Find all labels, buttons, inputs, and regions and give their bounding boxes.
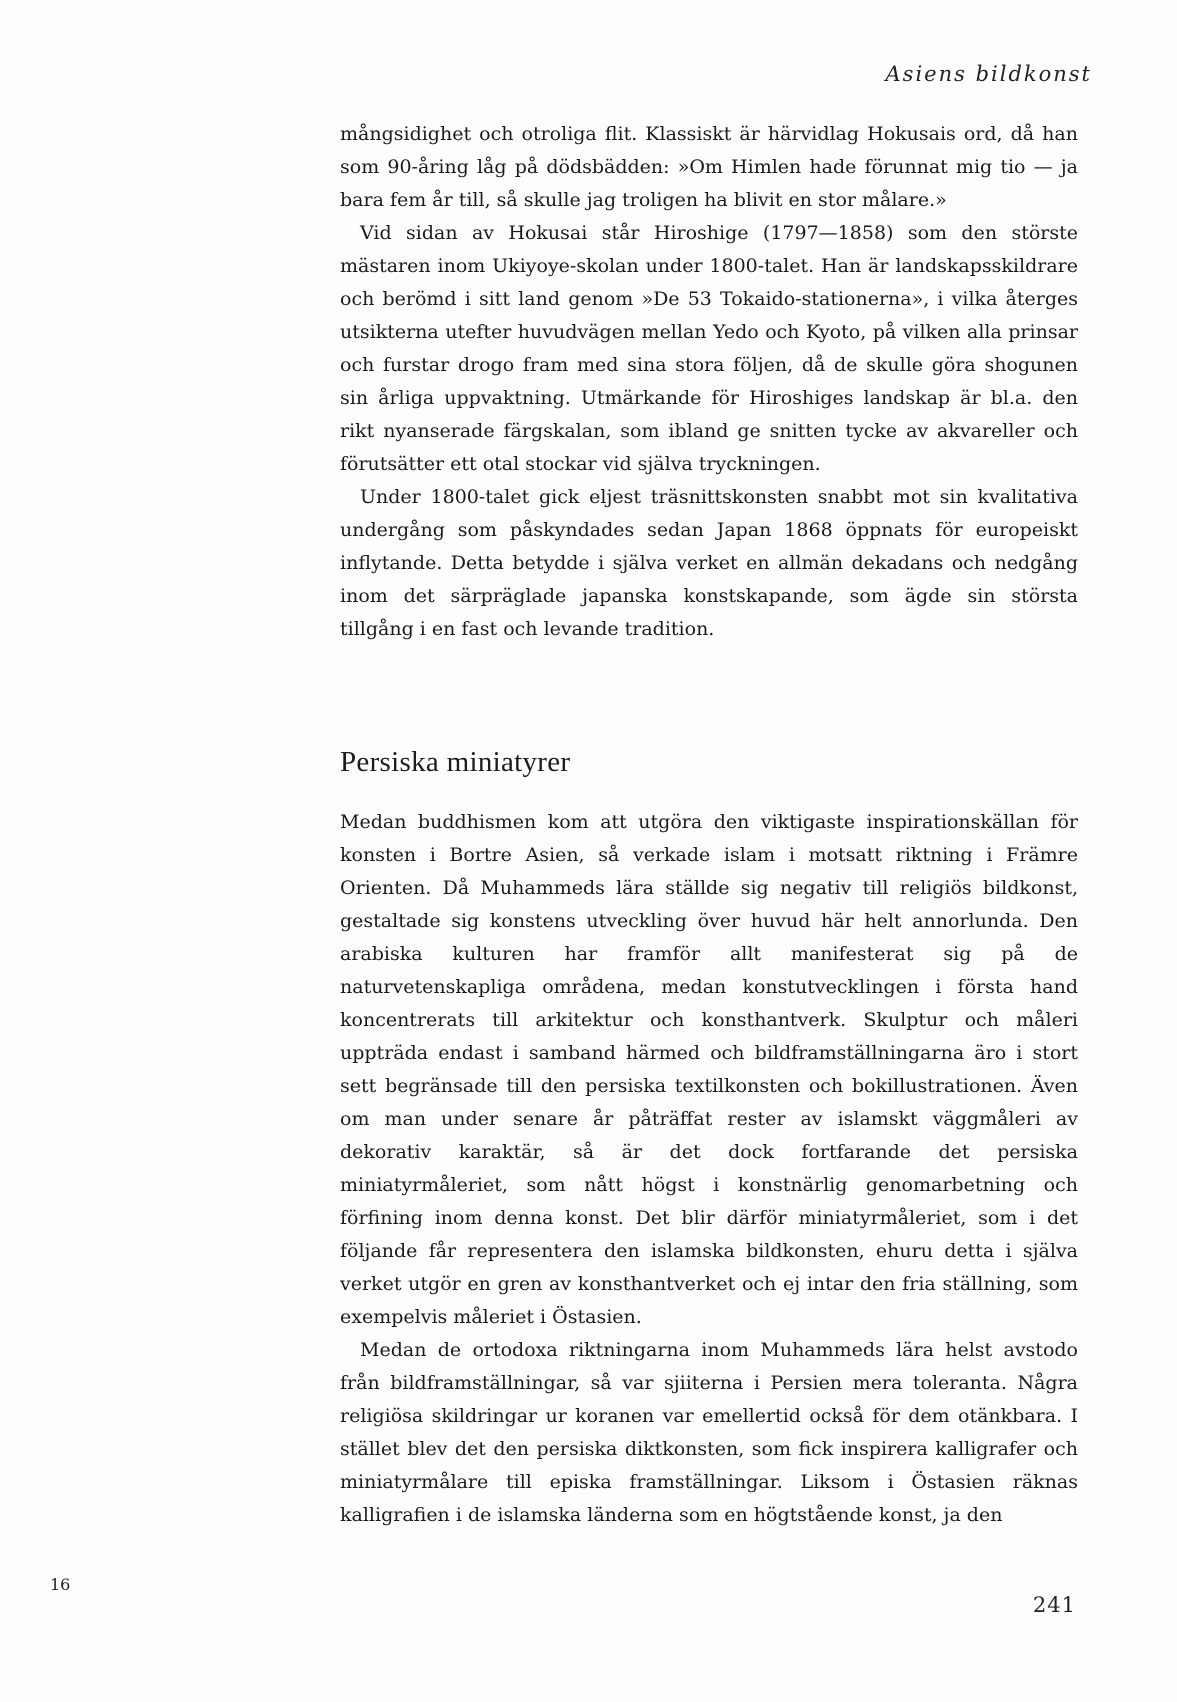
paragraph: mångsidighet och otroliga flit. Klassiskt är härvidlag Hokusais ord, då han som 90-åring låg på dödsbädden: »Om Himlen hade förunnat mig tio — ja bara fem år till, så skulle jag troligen ha blivit en stor målare.» [340,123,1078,211]
section-heading: Persiska miniatyrer [340,746,571,778]
paragraph: Vid sidan av Hokusai står Hiroshige (1797—1858) som den störste mästaren inom Ukiyoye-skolan under 1800-talet. Han är landskapsskildrare och berömd i sitt land genom »De 53 Tokaido-stationerna», i vilka återges utsikterna utefter huvudvägen mellan Yedo och Kyoto, på vilken alla prinsar och furstar drogo fram med sina stora följen, då de skulle göra shogunen sin årliga uppvaktning. Utmärkande för Hiroshiges landskap är bl.a. den rikt nyanserade färgskalan, som ibland ge snitten tycke av akvareller och förutsätter ett otal stockar vid själva tryckningen. [340,222,1078,475]
paragraph: Medan de ortodoxa riktningarna inom Muhammeds lära helst avstodo från bildframställningar, så var sjiiterna i Persien mera toleranta. Några religiösa skildringar ur koranen var emellertid också för dem otänkbara. I stället blev det den persiska diktkonsten, som fick inspirera kalligrafer och miniatyrmålare till episka framställningar. Liksom i Östasien räknas kalligrafien i de islamska länderna som en högtstående konst, ja den [340,1339,1078,1526]
page-number: 241 [1032,1593,1076,1617]
text-block-hiroshige [340,118,1078,646]
text-block-persian-miniatures [340,806,1078,1532]
paragraph: Under 1800-talet gick eljest träsnittskonsten snabbt mot sin kvalitativa undergång som påskyndades sedan Japan 1868 öppnats för europeiskt inflytande. Detta betydde i själva verket en allmän dekadans och nedgång inom det särpräglade japanska konstskapande, som ägde sin största tillgång i en fast och levande tradition. [340,486,1078,640]
running-head: Asiens bildkonst [885,62,1092,86]
paragraph: Medan buddhismen kom att utgöra den viktigaste inspirationskällan för konsten i Bortre Asien, så verkade islam i motsatt riktning i Främre Orienten. Då Muhammeds lära ställde sig negativ till religiös bildkonst, gestaltade sig konstens utveckling över huvud här helt annorlunda. Den arabiska kulturen har framför allt manifesterat sig på de naturvetenskapliga områdena, medan konstutvecklingen i första hand koncentrerats till arkitektur och konsthantverk. Skulptur och måleri uppträda endast i samband härmed och bildframställningarna äro i stort sett begränsade till den persiska textilkonsten och bokillustrationen. Även om man under senare år påträffat rester av islamskt väggmåleri av dekorativ karaktär, så är det dock fortfarande det persiska miniatyrmåleriet, som nått högst i konstnärlig genomarbetning och förfining inom denna konst. Det blir därför miniatyrmåleriet, som i det följande får representera den islamska bildkonsten, ehuru detta i själva verket utgör en gren av konsthantverket och ej intar den fria ställning, som exempelvis måleriet i Östasien. [340,811,1078,1328]
signature-mark: 16 [50,1575,71,1594]
